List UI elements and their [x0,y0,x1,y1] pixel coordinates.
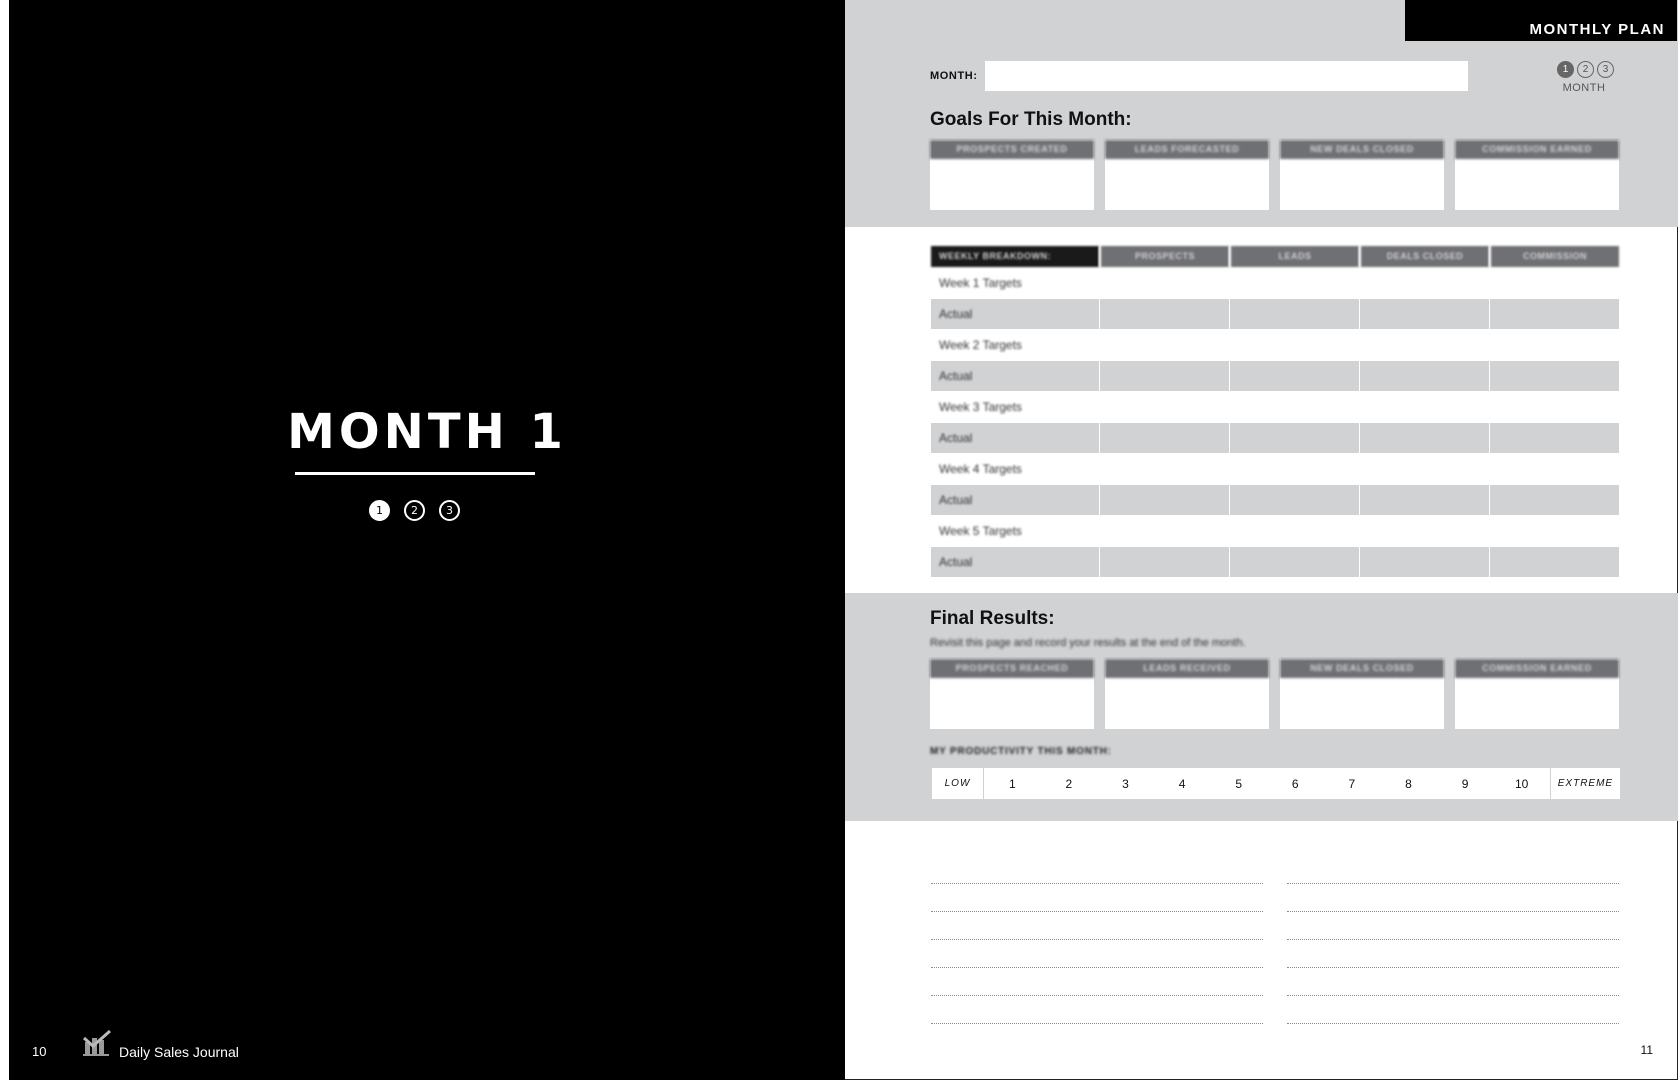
table-cell[interactable] [1229,485,1359,515]
table-cell[interactable] [1099,516,1229,546]
table-row [931,330,1619,360]
row-label: Week 2 Targets [939,338,1022,352]
table-cell[interactable] [1099,485,1229,515]
goal-box-commission[interactable] [1455,140,1619,210]
row-label: Week 1 Targets [939,276,1022,290]
table-cell[interactable] [1489,485,1619,515]
weekly-breakdown-table [931,246,1619,577]
table-row [931,454,1619,484]
month-dot-1[interactable]: 1 [369,500,390,521]
table-cell[interactable] [1489,392,1619,422]
table-cell[interactable] [1099,299,1229,329]
note-line [931,884,1263,912]
table-row [931,392,1619,422]
monthly-plan-tab: MONTHLY PLAN [1405,0,1677,41]
final-results-note: Revisit this page and record your results at the end of the month. [930,637,1246,649]
header-commission: COMMISSION [1489,246,1619,267]
table-cell[interactable] [1359,268,1489,298]
left-footer [9,1020,845,1080]
table-cell[interactable] [1099,330,1229,360]
productivity-label: MY PRODUCTIVITY THIS MONTH: [930,746,1112,757]
row-label: Week 4 Targets [939,462,1022,476]
month-dot-2[interactable]: 2 [404,500,425,521]
header-weekly-breakdown: WEEKLY BREAKDOWN: [931,246,1099,267]
indicator-dot-3: 3 [1597,61,1614,78]
notes-column-left [931,856,1263,1024]
note-line [1287,996,1619,1024]
table-cell[interactable] [1099,268,1229,298]
table-row [931,268,1619,298]
row-label: Actual [939,369,973,383]
final-box-label: PROSPECTS REACHED [930,659,1094,678]
header-prospects: PROSPECTS [1099,246,1229,267]
title-underline [295,472,535,475]
table-cell[interactable] [1359,454,1489,484]
table-cell[interactable] [1099,423,1229,453]
table-cell[interactable] [1489,299,1619,329]
table-cell[interactable] [1489,268,1619,298]
month-input[interactable] [985,61,1468,91]
table-cell[interactable] [1489,423,1619,453]
table-cell[interactable] [1099,547,1229,577]
table-cell[interactable] [1359,361,1489,391]
table-row [931,516,1619,546]
table-row [931,485,1619,515]
table-cell[interactable] [1229,299,1359,329]
table-cell[interactable] [1359,485,1489,515]
goal-box-prospects[interactable] [930,140,1094,210]
final-box-label: LEADS RECEIVED [1105,659,1269,678]
table-header [931,246,1619,267]
table-cell[interactable] [1359,299,1489,329]
note-line [1287,940,1619,968]
table-cell[interactable] [1099,454,1229,484]
final-box-prospects[interactable] [930,659,1094,729]
scale-option-6[interactable]: 6 [1291,776,1299,791]
scale-option-7[interactable]: 7 [1348,776,1356,791]
table-row [931,361,1619,391]
row-label: Actual [939,431,973,445]
final-box-label: NEW DEALS CLOSED [1280,659,1444,678]
right-page [845,0,1678,1080]
final-box-deals[interactable] [1280,659,1444,729]
table-cell[interactable] [1359,547,1489,577]
table-cell[interactable] [1099,361,1229,391]
table-cell[interactable] [1229,268,1359,298]
goal-box-leads[interactable] [1105,140,1269,210]
table-cell[interactable] [1229,392,1359,422]
table-cell[interactable] [1359,516,1489,546]
productivity-scale [932,768,1620,799]
brand-name: Daily Sales Journal [119,1044,239,1060]
indicator-dot-1: 1 [1557,61,1574,78]
scale-option-3[interactable]: 3 [1122,776,1129,791]
indicator-dot-2: 2 [1577,61,1594,78]
final-boxes [930,659,1619,729]
note-line [931,856,1263,884]
month-dot-3[interactable]: 3 [439,500,460,521]
row-label: Week 3 Targets [939,400,1022,414]
table-cell[interactable] [1489,330,1619,360]
scale-option-8[interactable]: 8 [1405,776,1412,791]
table-cell[interactable] [1229,423,1359,453]
goal-box-label: PROSPECTS CREATED [930,140,1094,159]
goal-box-label: LEADS FORECASTED [1105,140,1269,159]
final-box-commission[interactable] [1455,659,1619,729]
table-cell[interactable] [1489,454,1619,484]
scale-high-label: EXTREME [1550,768,1620,799]
header-leads: LEADS [1229,246,1359,267]
page-number-left: 10 [32,1044,47,1059]
goal-box-label: COMMISSION EARNED [1455,140,1619,159]
table-cell[interactable] [1229,454,1359,484]
goals-heading: Goals For This Month: [930,109,1132,130]
note-line [1287,884,1619,912]
note-line [1287,912,1619,940]
table-cell[interactable] [1229,516,1359,546]
row-label: Actual [939,493,973,507]
month-selector [369,500,460,521]
page-number-right: 11 [1640,1043,1653,1057]
final-results-heading: Final Results: [930,608,1055,629]
month-indicator [1557,61,1614,78]
note-line [931,940,1263,968]
table-cell[interactable] [1359,330,1489,360]
table-cell[interactable] [1229,330,1359,360]
row-label: Week 5 Targets [939,524,1022,538]
goal-box-label: NEW DEALS CLOSED [1280,140,1444,159]
scale-option-10[interactable]: 10 [1514,776,1529,791]
table-cell[interactable] [1359,392,1489,422]
note-line [1287,856,1619,884]
note-line [1287,968,1619,996]
note-line [931,996,1263,1024]
scale-option-2[interactable]: 2 [1065,776,1073,791]
scale-low-label: LOW [932,768,984,799]
table-cell[interactable] [1359,423,1489,453]
left-page [9,0,845,1080]
month-field-label: MONTH: [930,70,978,82]
table-cell[interactable] [1489,516,1619,546]
final-box-leads[interactable] [1105,659,1269,729]
table-cell[interactable] [1229,361,1359,391]
month-indicator-label: MONTH [1562,82,1606,94]
goals-boxes [930,140,1619,210]
row-label: Actual [939,555,973,569]
table-row [931,547,1619,577]
final-box-label: COMMISSION EARNED [1455,659,1619,678]
chart-check-icon [81,1028,113,1058]
scale-option-1[interactable]: 1 [1008,776,1016,791]
table-cell[interactable] [1099,392,1229,422]
table-row [931,423,1619,453]
table-cell[interactable] [1489,547,1619,577]
note-line [931,912,1263,940]
table-cell[interactable] [1489,361,1619,391]
note-line [931,968,1263,996]
scale-option-5[interactable]: 5 [1235,776,1243,791]
header-deals-closed: DEALS CLOSED [1359,246,1489,267]
scale-option-4[interactable]: 4 [1178,776,1186,791]
goal-box-deals[interactable] [1280,140,1444,210]
notes-column-right [1287,856,1619,1024]
row-label: Actual [939,307,973,321]
scale-option-9[interactable]: 9 [1461,776,1469,791]
month-title: MONTH 1 [287,404,567,460]
table-row [931,299,1619,329]
table-cell[interactable] [1229,547,1359,577]
